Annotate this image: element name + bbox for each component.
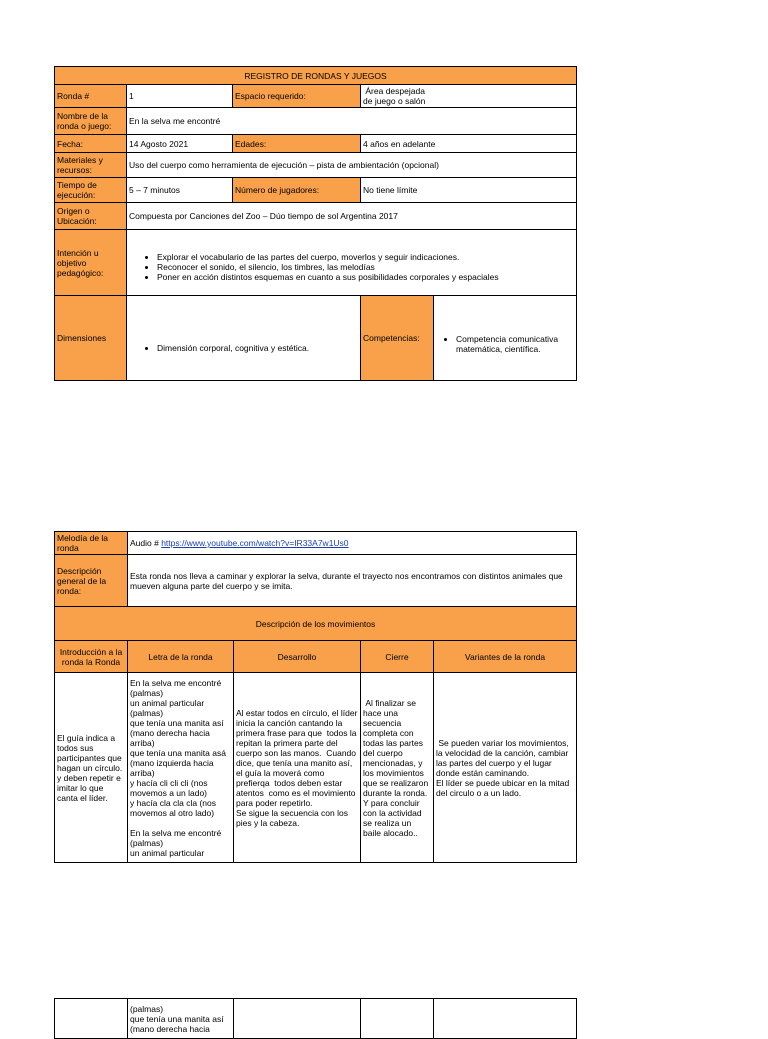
competencias-cell [434, 296, 577, 381]
registro-title: REGISTRO DE RONDAS Y JUEGOS [55, 67, 577, 85]
edades-label: Edades: [233, 135, 361, 153]
col-cierre-header: Cierre [361, 641, 434, 673]
letra-text: En la selva me encontré (palmas) un animal particular (palmas) que tenía una manita así (mano derecha hacia arriba) que tenía una manita asá (mano izquierda hacia arriba) y hacía cli cli cli (nos movemos a un lado) y hacía cla cla cla (nos movemos al otro lado) En la selva me encontré (palmas) un animal particular [128, 673, 234, 863]
intencion-item: • Explorar el vocabulario de las partes del cuerpo, moverlos y seguir indicaciones. [157, 252, 574, 262]
cont-letra-text: (palmas) que tenía una manita así (mano derecha hacia [128, 999, 234, 1039]
intencion-cell [127, 230, 577, 296]
dimensiones-cell [127, 296, 361, 381]
melodia-label: Melodía de la ronda [55, 532, 128, 555]
ronda-label: Ronda # [55, 85, 127, 108]
fecha-value: 14 Agosto 2021 [127, 135, 233, 153]
edades-value: 4 años en adelante [361, 135, 577, 153]
intencion-item: • Reconocer el sonido, el silencio, los timbres, las melodías [157, 262, 574, 272]
melodia-cell [128, 532, 577, 555]
intro-text: El guía indica a todos sus participantes que hagan un círculo. y deben repetir e imitar lo que canta el líder. [55, 673, 128, 863]
cierre-text: Al finalizar se hace una secuencia completa con todas las partes del cuerpo mencionadas, y los movimientos que se realizaron durante la ronda. Y para concluir con la actividad se realiza un baile alocado.. [361, 673, 434, 863]
materiales-value: Uso del cuerpo como herramienta de ejecución – pista de ambientación (opcional) [127, 153, 577, 178]
competencias-list [436, 334, 574, 354]
ronda-value: 1 [127, 85, 233, 108]
nombre-value: En la selva me encontré [127, 108, 577, 135]
tiempo-label: Tiempo de ejecución: [55, 178, 127, 203]
col-variantes-header: Variantes de la ronda [434, 641, 577, 673]
jugadores-label: Número de jugadores: [233, 178, 361, 203]
desc-label: Descripción general de la ronda: [55, 555, 128, 607]
competencias-item: • Competencia comunicativa matemática, científica. [456, 334, 574, 354]
origen-value: Compuesta por Canciones del Zoo – Dúo tiempo de sol Argentina 2017 [127, 203, 577, 230]
fecha-label: Fecha: [55, 135, 127, 153]
continuacion-table [54, 998, 577, 1039]
desarrollo-text: Al estar todos en círculo, el líder inicia la canción cantando la primera frase para que todos la repitan la primera parte del cuerpo son las manos. Cuando dice, que tenía una manito así, el guía la moverá como prefierqa todos deben estar atentos como es el movimiento para poder repetirlo. Se sigue la secuencia con los pies y la cabeza. [234, 673, 361, 863]
jugadores-value: No tiene límite [361, 178, 577, 203]
intencion-list [129, 252, 574, 282]
cont-variantes-cell [434, 999, 577, 1039]
materiales-label: Materiales y recursos: [55, 153, 127, 178]
dimensiones-item: • Dimensión corporal, cognitiva y estética. [157, 343, 358, 353]
registro-table [54, 66, 577, 381]
espacio-label: Espacio requerido: [233, 85, 361, 108]
espacio-value: Área despejada de juego o salón [361, 85, 577, 108]
dimensiones-list [129, 343, 358, 353]
col-letra-header: Letra de la ronda [128, 641, 234, 673]
competencias-label: Competencias: [361, 296, 434, 381]
desc-value: Esta ronda nos lleva a caminar y explorar la selva, durante el trayecto nos encontramos con distintos animales que mueven alguna parte del cuerpo y se imita. [128, 555, 577, 607]
col-intro-header: Introducción a la ronda la Ronda [55, 641, 128, 673]
tiempo-value: 5 – 7 minutos [127, 178, 233, 203]
intencion-label: Intención u objetivo pedagógico: [55, 230, 127, 296]
movimientos-title: Descripción de los movimientos [55, 607, 577, 641]
origen-label: Origen o Ubicación: [55, 203, 127, 230]
variantes-text: Se pueden variar los movimientos, la velocidad de la canción, cambiar las partes del cuerpo y el lugar donde están caminando. El líder se puede ubicar en la mitad del circulo o a un lado. [434, 673, 577, 863]
cont-desarrollo-cell [234, 999, 361, 1039]
cont-cierre-cell [361, 999, 434, 1039]
audio-link[interactable]: https://www.youtube.com/watch?v=IR33A7w1Us0 [161, 538, 349, 548]
dimensiones-label: Dimensiones [55, 296, 127, 381]
audio-label: Audio # [130, 538, 162, 548]
descripcion-table [54, 531, 577, 863]
intencion-item: • Poner en acción distintos esquemas en cuanto a sus posibilidades corporales y espaciales [157, 272, 574, 282]
col-desarrollo-header: Desarrollo [234, 641, 361, 673]
nombre-label: Nombre de la ronda o juego: [55, 108, 127, 135]
cont-intro-cell [55, 999, 128, 1039]
